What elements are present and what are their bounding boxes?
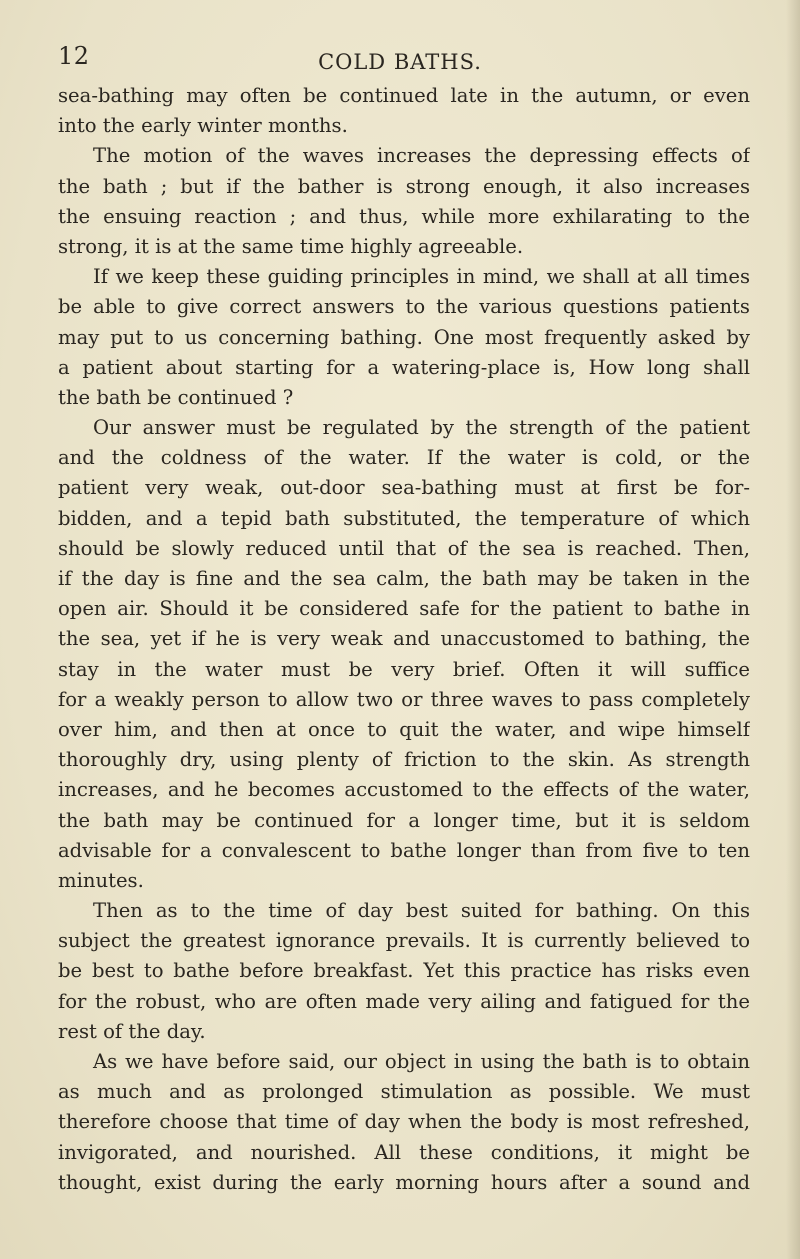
text-line: for a weakly person to allow two or three waves to pass completely (58, 687, 750, 711)
text-line: as much and as prolonged stimulation as possible. We must (58, 1080, 750, 1104)
running-title: COLD BATHS. (318, 50, 482, 74)
page-edge-shadow (786, 0, 800, 1259)
text-line: be able to give correct answers to the various questions patients (58, 295, 750, 319)
page-number: 12 (58, 42, 90, 70)
text-line: for the robust, who are often made very ailing and fatigued for the (58, 989, 750, 1013)
text-line: the bath may be continued for a longer time, but it is seldom (58, 808, 750, 832)
text-line: thoroughly dry, using plenty of friction to the skin. As strength (58, 748, 750, 772)
text-line: As we have before said, our object in using the bath is to obtain (93, 1050, 750, 1073)
text-line: invigorated, and nourished. All these conditions, it might be (58, 1140, 750, 1164)
text-line: and the coldness of the water. If the water is cold, or the (58, 446, 750, 470)
text-line: may put to us concerning bathing. One most frequently asked by (58, 325, 750, 349)
text-line: should be slowly reduced until that of the sea is reached. Then, (58, 536, 750, 560)
text-line: open air. Should it be considered safe for the patient to bathe in (58, 597, 750, 621)
text-line: advisable for a convalescent to bathe longer than from five to ten (58, 838, 750, 862)
text-line: the bath ; but if the bather is strong enough, it also increases (58, 174, 750, 198)
text-line: subject the greatest ignorance prevails. It is currently believed to (58, 929, 750, 953)
text-line: The motion of the waves increases the depressing effects of (93, 144, 750, 168)
text-line: If we keep these guiding principles in mind, we shall at all times (93, 265, 750, 289)
text-line: into the early winter months. (58, 114, 348, 138)
text-line: thought, exist during the early morning hours after a sound and (58, 1170, 750, 1194)
text-line: Our answer must be regulated by the strength of the patient (93, 416, 750, 440)
text-line: sea-bathing may often be continued late in the autumn, or even (58, 84, 750, 107)
text-line: rest of the day. (58, 1019, 206, 1043)
text-line: minutes. (58, 868, 144, 892)
text-line: the ensuing reaction ; and thus, while more exhilarating to the (58, 204, 750, 228)
text-line: if the day is fine and the sea calm, the bath may be taken in the (58, 567, 750, 590)
text-line: over him, and then at once to quit the water, and wipe himself (58, 717, 750, 741)
text-line: stay in the water must be very brief. Often it will suffice (58, 657, 750, 681)
text-line: strong, it is at the same time highly agreeable. (58, 234, 524, 258)
body-text (58, 81, 750, 1198)
text-line: the sea, yet if he is very weak and unaccustomed to bathing, the (58, 627, 750, 651)
text-line: a patient about starting for a watering-place is, How long shall (58, 355, 750, 379)
text-line: Then as to the time of day best suited for bathing. On this (93, 899, 750, 923)
text-line: increases, and he becomes accustomed to the effects of the water, (58, 778, 750, 802)
text-line: patient very weak, out-door sea-bathing must at first be for- (58, 476, 750, 500)
text-line: therefore choose that time of day when the body is most refreshed, (58, 1110, 750, 1134)
text-line: bidden, and a tepid bath substituted, the temperature of which (58, 506, 750, 530)
text-line: the bath be continued ? (58, 385, 294, 409)
text-line: be best to bathe before breakfast. Yet this practice has risks even (58, 959, 750, 983)
